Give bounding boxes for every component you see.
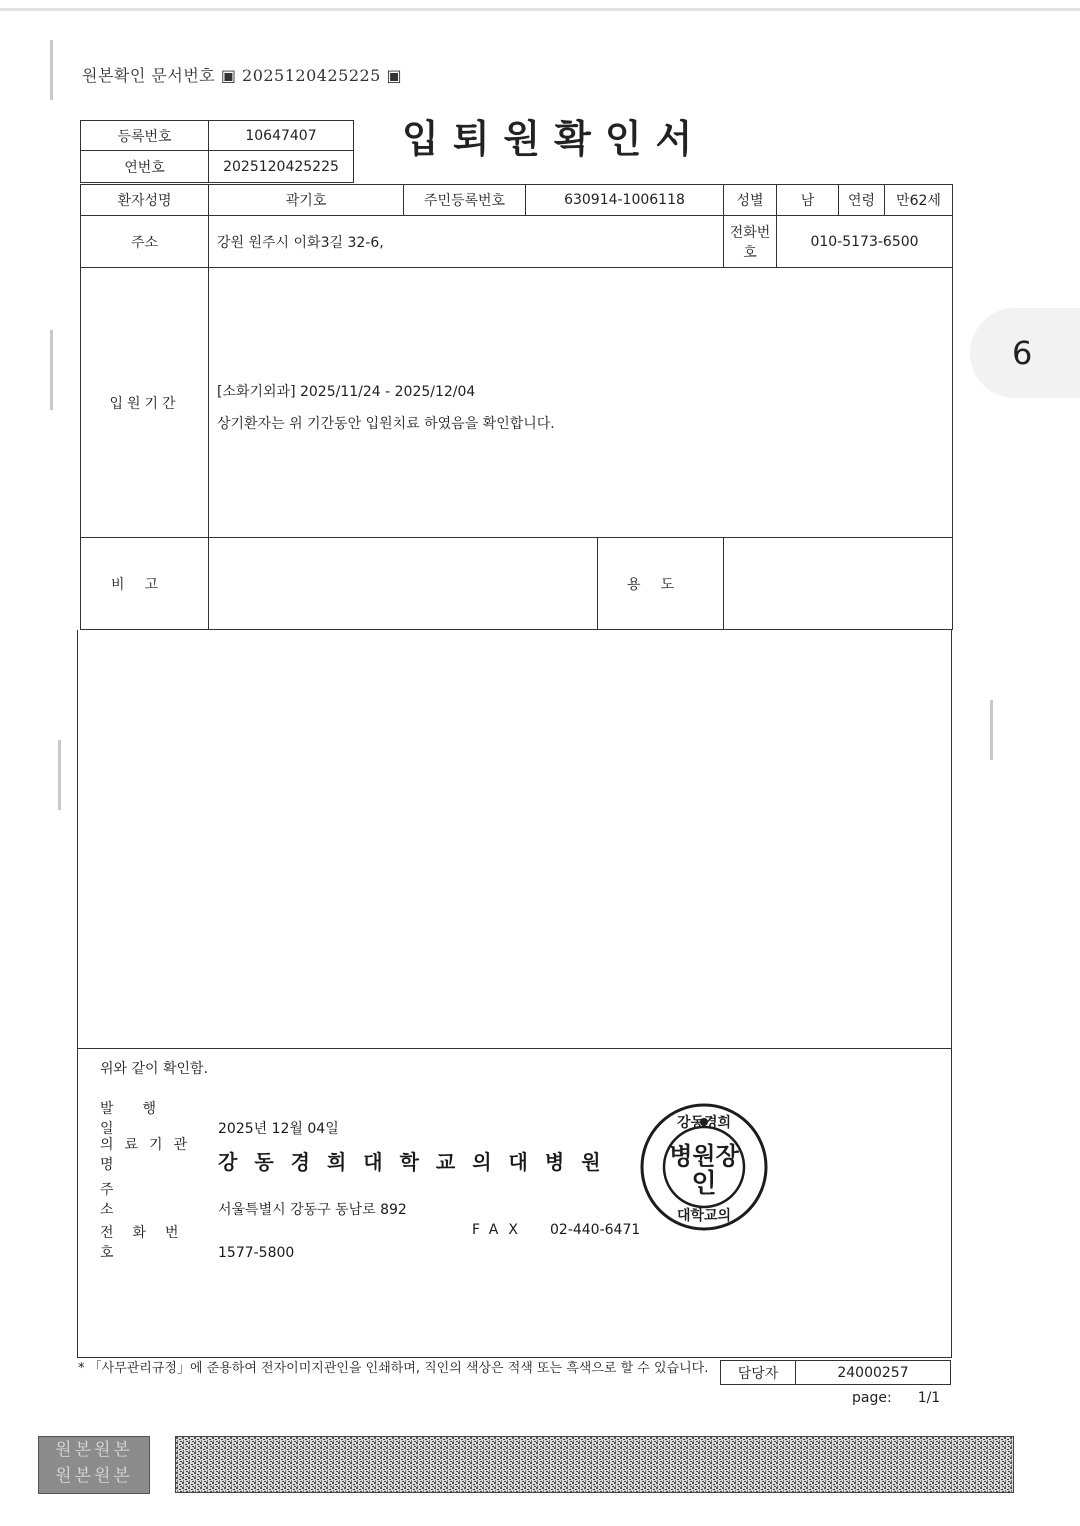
- confirm-text: 위와 같이 확인함.: [100, 1061, 209, 1077]
- fax-label: FAX: [472, 1222, 528, 1238]
- reg-label: 등록번호: [81, 121, 209, 151]
- scan-speck: [990, 700, 993, 760]
- page-indicator: [852, 1390, 940, 1406]
- remarks-value: [209, 538, 598, 630]
- phone-label: 전화번호: [724, 216, 777, 268]
- seal-center-text: 병원장: [669, 1142, 739, 1170]
- manager-label: 담당자: [721, 1361, 796, 1385]
- stamp-line: 원본원본: [55, 1466, 133, 1486]
- scan-speck: [50, 40, 53, 100]
- patient-phone: 010-5173-6500: [777, 216, 953, 268]
- issue-date-label: 발행일: [100, 1101, 186, 1137]
- stamp-line: 원본원본: [55, 1440, 133, 1460]
- institution-phone-label: 전화번호: [100, 1225, 198, 1261]
- institution-row: [100, 1134, 618, 1174]
- page-number-tab[interactable]: 6: [970, 308, 1080, 398]
- document-title: 입퇴원확인서: [402, 117, 707, 161]
- age-label: 연령: [839, 185, 885, 216]
- seal-center2-text: 인: [691, 1169, 717, 1199]
- manager-id: 24000257: [796, 1361, 951, 1385]
- seal-top-text: 강동경희: [676, 1115, 732, 1131]
- top-edge-line: [0, 8, 1080, 11]
- institution-phone: 1577-5800: [218, 1245, 295, 1261]
- admission-statement: 상기환자는 위 기간동안 입원치료 하였음을 확인합니다.: [217, 416, 555, 432]
- patient-rrn: 630914-1006118: [526, 185, 724, 216]
- name-label: 환자성명: [81, 185, 209, 216]
- sex-label: 성별: [724, 185, 777, 216]
- reg-value: 10647407: [209, 121, 354, 151]
- patient-sex: 남: [777, 185, 839, 216]
- serial-value: 2025120425225: [209, 151, 354, 183]
- patient-address: 강원 원주시 이화3길 32-6,: [209, 216, 724, 268]
- seal-bottom-text: 대학교의: [676, 1208, 732, 1224]
- purpose-value: [724, 538, 953, 630]
- institution-address: 서울특별시 강동구 동남로 892: [218, 1202, 407, 1218]
- patient-age: 만62세: [885, 185, 953, 216]
- issue-date-row: [100, 1098, 339, 1137]
- page-label: page:: [852, 1390, 892, 1406]
- institution-label: 의료기관명: [100, 1137, 199, 1173]
- scan-speck: [50, 330, 53, 410]
- admission-details: [209, 268, 953, 538]
- admission-label: 입원기간: [81, 268, 209, 538]
- original-stamp-box: [38, 1436, 150, 1494]
- contact-row: [100, 1222, 700, 1261]
- manager-table: [720, 1360, 951, 1385]
- patient-name: 곽기호: [209, 185, 404, 216]
- issue-date: 2025년 12월 04일: [218, 1121, 339, 1137]
- security-barcode-icon: [175, 1436, 1014, 1493]
- institution-address-label: 주소: [100, 1182, 200, 1218]
- page-value: 1/1: [917, 1390, 941, 1406]
- institution-name: 강동경희대학교의대병원: [218, 1150, 618, 1174]
- remarks-label: 비고: [81, 538, 209, 630]
- fax-number: 02-440-6471: [550, 1222, 641, 1238]
- purpose-label: 용도: [598, 538, 724, 630]
- patient-info-table: [80, 184, 953, 630]
- admission-period: [소화기외과] 2025/11/24 - 2025/12/04: [217, 384, 476, 400]
- document-number-header: 원본확인 문서번호 ▣ 2025120425225 ▣: [82, 66, 403, 85]
- hospital-seal-icon: [636, 1102, 772, 1232]
- serial-label: 연번호: [81, 151, 209, 183]
- institution-address-row: [100, 1179, 407, 1218]
- registration-table: [80, 120, 354, 183]
- address-label: 주소: [81, 216, 209, 268]
- scan-speck: [58, 740, 61, 810]
- issue-section-divider: [77, 1048, 951, 1049]
- rrn-label: 주민등록번호: [404, 185, 526, 216]
- footnote: * 「사무관리규정」에 준용하여 전자이미지관인을 인쇄하며, 직인의 색상은 적색 또는 흑색으로 할 수 있습니다.: [78, 1361, 709, 1376]
